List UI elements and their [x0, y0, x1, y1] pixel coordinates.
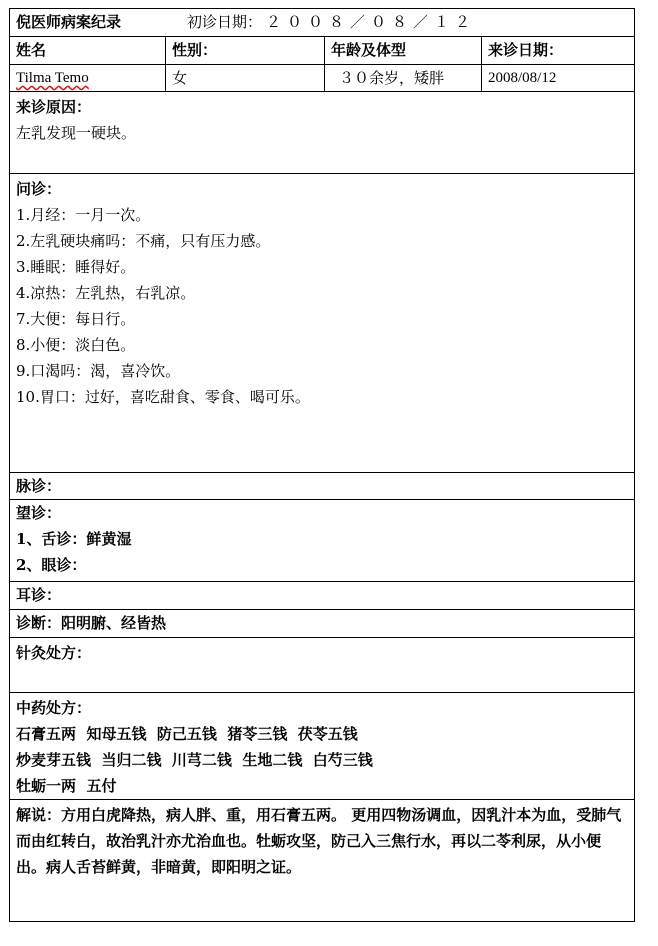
- acupuncture-section[interactable]: [10, 637, 634, 692]
- herbal-line: 牡蛎一两 五付: [16, 777, 117, 795]
- herbal-line: 炒麦芽五钱 当归二钱 川芎二钱 生地二钱 白芍三钱: [16, 751, 373, 769]
- herbal-section[interactable]: [10, 692, 634, 799]
- header-row: [10, 9, 634, 36]
- pulse-section[interactable]: [10, 472, 634, 499]
- inquiry-item: 1.月经：一月一次。: [16, 206, 151, 224]
- name-label: 姓名: [16, 41, 47, 59]
- diagnosis-text: 诊断：阳明腑、经皆热: [16, 614, 167, 632]
- observation-section[interactable]: [10, 499, 634, 581]
- first-visit-value: ２００８／０８／１２: [266, 13, 477, 31]
- inquiry-item: 8.小便：淡白色。: [16, 336, 136, 354]
- ear-section[interactable]: [10, 581, 634, 609]
- first-visit-label: 初诊日期：: [187, 13, 263, 31]
- eye-diagnosis: 2、眼诊：: [16, 556, 87, 574]
- inquiry-item: 3.睡眠：睡得好。: [16, 258, 136, 276]
- info-labels-row: [10, 36, 634, 64]
- inquiry-label: 问诊：: [16, 180, 62, 198]
- inquiry-item: 7.大便：每日行。: [16, 310, 136, 328]
- herbal-line: 石膏五两 知母五钱 防己五钱 猪苓三钱 茯苓五钱: [16, 725, 358, 743]
- ear-label: 耳诊：: [16, 586, 62, 604]
- name-value-cell[interactable]: [10, 65, 165, 91]
- inquiry-item: 4.凉热：左乳热，右乳凉。: [16, 284, 196, 302]
- age-value-cell[interactable]: [324, 65, 481, 91]
- inquiry-item: 2.左乳硬块痛吗：不痛，只有压力感。: [16, 232, 271, 250]
- tongue-diagnosis: 1、舌诊：鲜黄湿: [16, 530, 132, 548]
- first-visit-date: [187, 9, 476, 35]
- gender-label: 性别：: [172, 41, 218, 59]
- diagnosis-section[interactable]: [10, 609, 634, 637]
- age-label-cell: [324, 37, 481, 64]
- visit-date-label-cell: [481, 37, 636, 64]
- patient-name[interactable]: Tilma Temo: [16, 70, 89, 86]
- gender-value-cell[interactable]: [165, 65, 324, 91]
- herbal-label: 中药处方：: [16, 699, 92, 717]
- explanation-text: 解说：方用白虎降热，病人胖、重，用石膏五两。 更用四物汤调血，因乳汁本为血，受肺气而由红转白，故治乳汁亦尤治血也。牡蛎攻坚，防己入三焦行水，再以二苓利尿，从小便出。病人舌苔鲜黄，非暗黄，即阳明之证。: [16, 806, 622, 876]
- observation-label: 望诊：: [16, 504, 62, 522]
- gender-value[interactable]: 女: [172, 69, 188, 87]
- info-values-row: [10, 64, 634, 91]
- visit-date-value[interactable]: 2008/08/12: [488, 70, 557, 86]
- pulse-label: 脉诊：: [16, 477, 62, 495]
- reason-label: 来诊原因：: [16, 98, 92, 116]
- inquiry-item: 9.口渴吗：渴，喜冷饮。: [16, 362, 181, 380]
- acupuncture-label: 针灸处方：: [16, 644, 92, 662]
- inquiry-item: 10.胃口：过好，喜吃甜食、零食、喝可乐。: [16, 388, 310, 406]
- explanation-section[interactable]: [10, 799, 634, 923]
- reason-section[interactable]: [10, 91, 634, 173]
- age-build-label: 年龄及体型: [331, 41, 407, 59]
- age-build-value[interactable]: ３０余岁，矮胖: [339, 69, 445, 87]
- gender-label-cell: [165, 37, 324, 64]
- record-title: 倪医师病案纪录: [16, 13, 122, 31]
- visit-date-label: 来诊日期：: [488, 41, 564, 59]
- name-label-cell: [10, 37, 165, 64]
- medical-record-form: [9, 8, 635, 922]
- visit-date-value-cell[interactable]: [481, 65, 636, 91]
- inquiry-section[interactable]: [10, 173, 634, 472]
- reason-text: 左乳发现一硬块。: [16, 124, 137, 142]
